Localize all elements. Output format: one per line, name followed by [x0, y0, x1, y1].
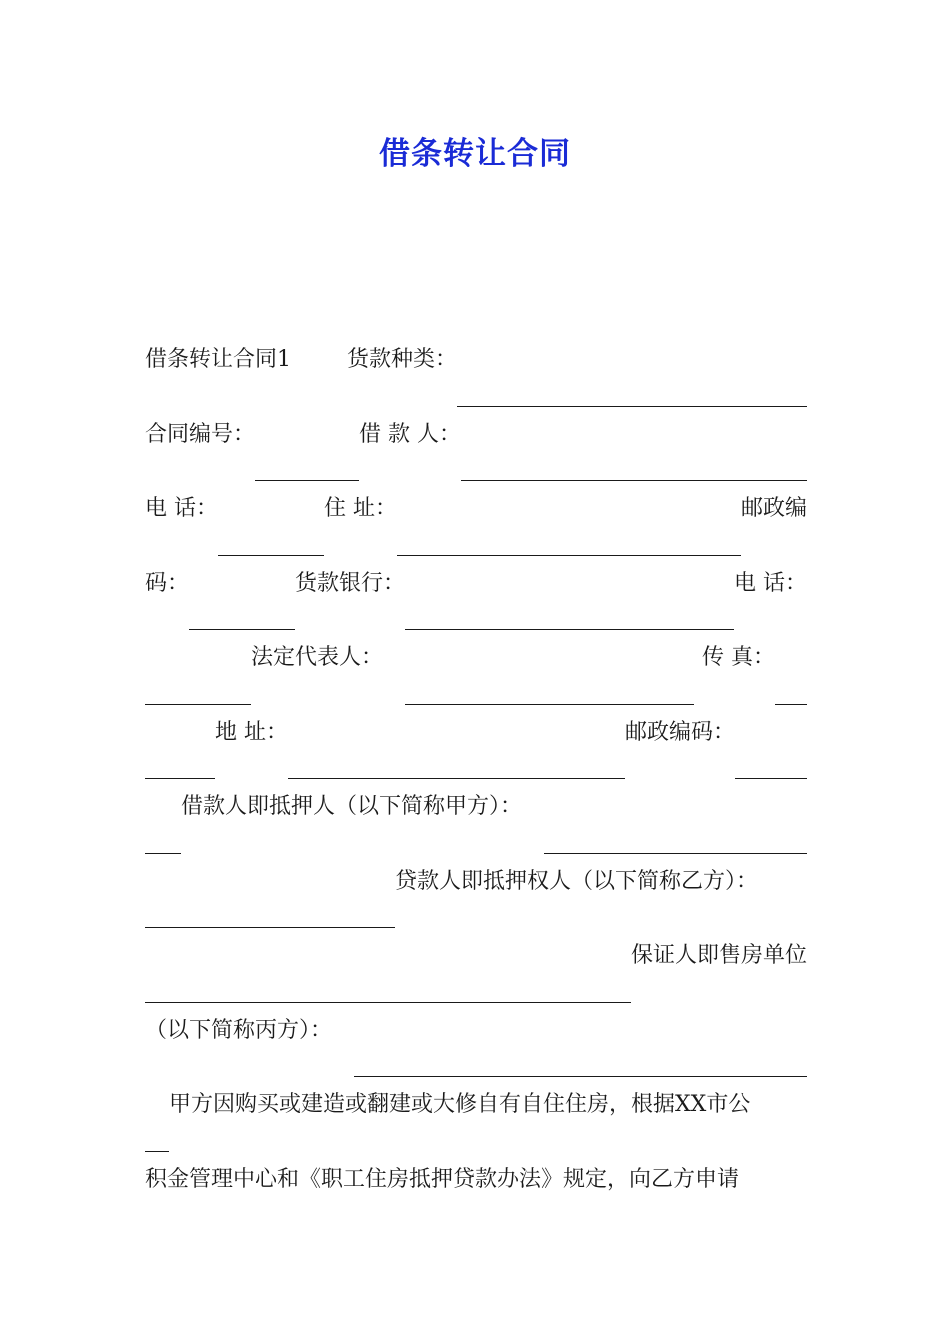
- contract-line-2: [145, 413, 807, 488]
- line-6-text-a: 地 址：: [215, 719, 288, 745]
- contract-line-9: [145, 934, 807, 1009]
- contract-line-7: [145, 785, 807, 860]
- line-4-text-c: 电 话：: [734, 570, 807, 596]
- party-a-blank-cont[interactable]: [145, 897, 395, 928]
- line-10-text-a: （以下简称丙方）：: [145, 1017, 333, 1043]
- line-2-text-a: 合同编号：: [145, 421, 256, 447]
- line-5-text-a: 法定代表人：: [251, 645, 384, 670]
- address-blank[interactable]: [397, 525, 741, 556]
- line-3-text-c: 邮政编: [740, 496, 807, 521]
- contract-line-1: [145, 338, 807, 413]
- contract-line-12: [145, 1158, 807, 1233]
- lending-bank-blank[interactable]: [405, 599, 734, 630]
- line-9-text-a: 保证人即售房单位: [630, 943, 807, 968]
- contract-body: [145, 338, 807, 1232]
- contract-line-3: [145, 487, 807, 562]
- bank-postcode-blank-end[interactable]: [145, 823, 181, 854]
- contract-line-6: [145, 711, 807, 786]
- contract-line-4: [145, 562, 807, 637]
- contract-line-8: [145, 860, 807, 935]
- party-c-blank[interactable]: [354, 1046, 807, 1077]
- line-3-text-a: 电 话：: [145, 496, 218, 521]
- party-b-blank[interactable]: [145, 972, 631, 1003]
- phone-blank[interactable]: [218, 525, 324, 556]
- fax-blank-end[interactable]: [145, 748, 215, 779]
- line-3-text-b: 住 址：: [324, 496, 397, 521]
- legal-representative-blank[interactable]: [405, 674, 694, 705]
- contract-line-11: [145, 1083, 807, 1158]
- contract-line-5: [145, 636, 807, 711]
- line-8-text-a: 贷款人即抵押权人（以下简称乙方）：: [395, 868, 759, 894]
- line-4-text-a: 码：: [145, 570, 190, 596]
- line-7-text-a: 借款人即抵押人（以下简称甲方）：: [181, 794, 523, 819]
- fax-blank-start[interactable]: [775, 674, 807, 705]
- line-5-text-b: 传 真：: [702, 645, 775, 670]
- loan-type-blank[interactable]: [457, 376, 807, 407]
- contract-line-10: [145, 1009, 807, 1084]
- document-title: 借条转让合同: [379, 136, 571, 172]
- borrower-blank[interactable]: [461, 450, 807, 481]
- line-1-text-a: 借条转让合同1: [145, 347, 291, 372]
- line-2-text-b: 借 款 人：: [359, 421, 462, 447]
- line-1-text-b: 货款种类：: [347, 347, 458, 372]
- contract-number-blank[interactable]: [255, 450, 359, 481]
- bank-phone-blank[interactable]: [145, 674, 251, 705]
- line-6-text-b: 邮政编码：: [624, 719, 735, 745]
- party-c-blank-cont[interactable]: [145, 1121, 169, 1152]
- line-11-text-a: 甲方因购买或建造或翻建或大修自有自住住房，根据XX市公: [169, 1092, 751, 1117]
- line-4-text-b: 货款银行：: [295, 570, 406, 596]
- party-a-blank[interactable]: [544, 823, 807, 854]
- bank-address-blank[interactable]: [288, 748, 625, 779]
- line-12-text-a: 积金管理中心和《职工住房抵押贷款办法》规定，向乙方申请: [145, 1166, 740, 1192]
- postcode-blank[interactable]: [189, 599, 295, 630]
- bank-postcode-blank-start[interactable]: [735, 748, 807, 779]
